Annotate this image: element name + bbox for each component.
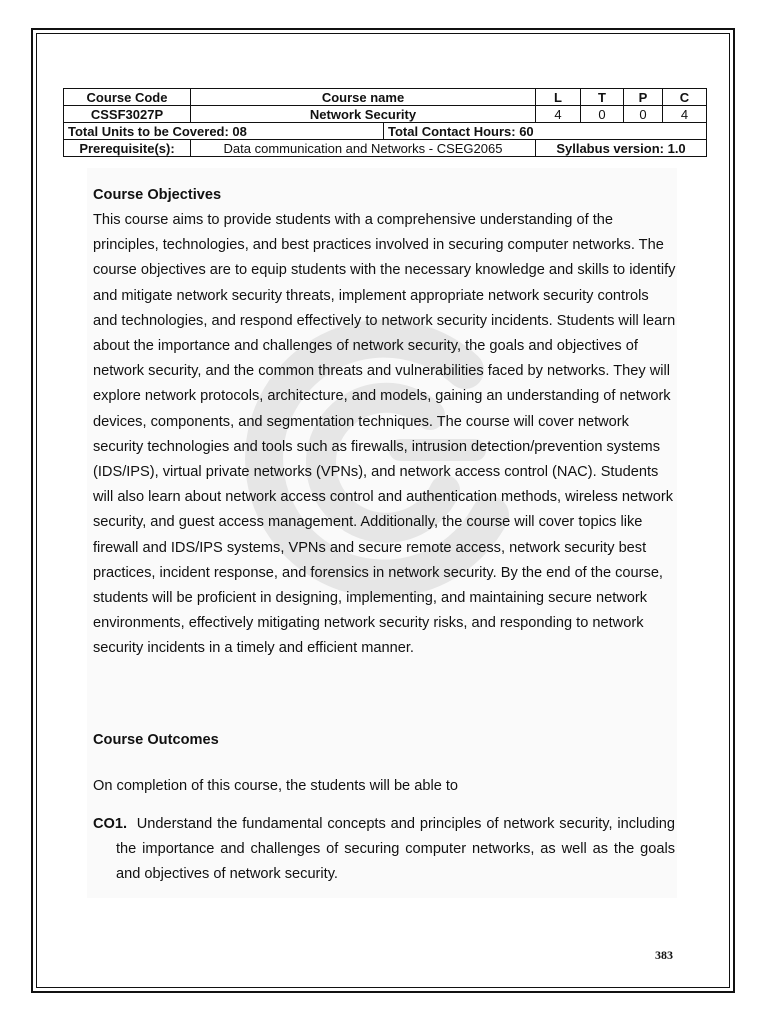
course-outcomes-heading: Course Outcomes [93,732,219,748]
course-objectives-text: This course aims to provide students with a comprehensive understanding of the principles, technologies, and best practices involved in securing computer networks. The course objectives are to equip students with the necessary knowledge and skills to identify and mitigate network security threats, implement appropriate network security controls and technologies, and respond effectively to network security incidents. Students will learn about the importance and challenges of network security, the goals and objectives of network security, and the common threats and vulnerabilities faced by networks. They will explore network protocols, architecture, and models, gaining an understanding of network devices, components, and segmentation techniques. The course will cover network security technologies and tools such as firewalls, intrusion detection/prevention systems (IDS/IPS), virtual private networks (VPNs), and network access control (NAC). Students will also learn about network access control and authentication methods, wireless network security, and guest access management. Additionally, the course will cover topics like firewall and IDS/IPS systems, VPNs and secure remote access, network security best practices, incident response, and forensics in network security. By the end of the course, students will be proficient in designing, implementing, and maintaining secure network environments, effectively mitigating network security risks, and responding to network security incidents in a timely and efficient manner. [93,212,676,657]
p-value: 0 [624,106,663,123]
course-code-value: CSSF3027P [64,106,191,123]
t-header: T [581,89,624,106]
c-value: 4 [663,106,707,123]
total-units: Total Units to be Covered: 08 [64,123,384,140]
c-header: C [663,89,707,106]
course-code-header: Course Code [64,89,191,106]
l-header: L [536,89,581,106]
p-header: P [624,89,663,106]
table-row [64,106,707,123]
course-objectives-heading: Course Objectives [93,187,222,203]
co1-label: CO1. [93,816,128,832]
course-outcome-co1 [93,812,675,888]
course-info-table [63,88,707,157]
course-name-header: Course name [191,89,536,106]
t-value: 0 [581,106,624,123]
table-row [64,89,707,106]
course-name-value: Network Security [191,106,536,123]
l-value: 4 [536,106,581,123]
table-row [64,140,707,157]
outcomes-intro: On completion of this course, the students will be able to [93,778,459,794]
syllabus-version: Syllabus version: 1.0 [536,140,707,157]
prerequisite-value: Data communication and Networks - CSEG2065 [191,140,536,157]
page-number: 383 [655,948,673,962]
prerequisite-label: Prerequisite(s): [64,140,191,157]
total-contact-hours: Total Contact Hours: 60 [384,123,707,140]
table-row [64,123,707,140]
co1-text: Understand the fundamental concepts and principles of network security, including the importance and challenges of securing computer networks, as well as the goals and objectives of network security. [116,816,675,883]
